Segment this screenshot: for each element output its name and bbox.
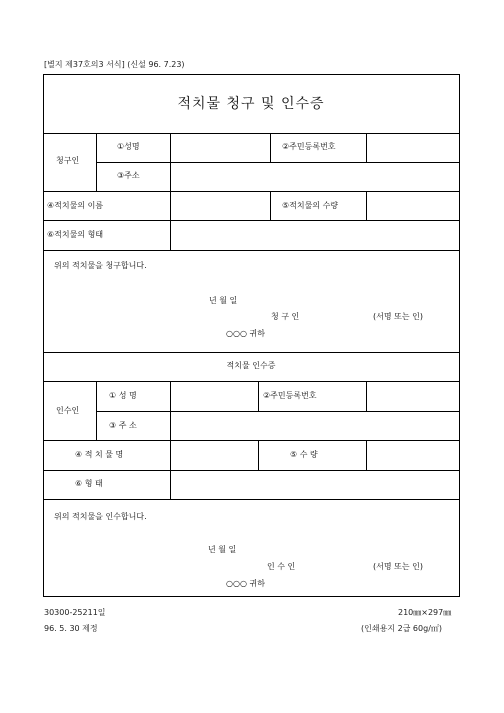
divider [44,440,459,441]
divider [366,381,367,411]
receipt-group-label: 인수인 [56,406,80,415]
claim-item-name-label: ④적치물의 이름 [47,201,104,210]
claim-address-label: ③주소 [117,171,140,180]
divider [258,440,259,470]
divider [366,191,367,220]
claim-quantity-label: ⑤적치물의 수량 [282,201,339,210]
form-title: 적치물 청구 및 인수증 [177,96,325,112]
receipt-date: 년 월 일 [208,545,237,554]
divider [44,250,459,251]
divider [170,133,171,250]
claim-name-label: ①성명 [117,142,140,151]
divider [96,411,459,412]
divider [270,191,271,220]
divider [96,381,97,440]
form-header: [별지 제37호의3 서식] (신설 96. 7.23) [44,60,185,69]
divider [44,220,459,221]
divider [44,470,459,471]
divider [170,381,171,499]
receipt-shape-label: ⑥ 형 태 [75,479,103,488]
claim-signer: 청 구 인 [271,312,300,321]
divider [44,191,459,192]
divider [366,440,367,470]
enacted-date: 96. 5. 30 제정 [44,624,98,633]
receipt-id-label: ②주민등록번호 [263,391,317,400]
claim-statement: 위의 적치물을 청구합니다. [54,261,147,270]
paper-size: 210㎜×297㎜ [398,608,452,617]
receipt-signer: 인 수 인 [267,562,296,571]
claim-date: 년 월 일 [209,296,238,305]
receipt-sign-note: (서명 또는 인) [373,562,423,571]
divider [96,133,97,191]
receipt-name-label: ① 성 명 [109,391,137,400]
divider [44,133,459,134]
claim-addressee: ○○○ 귀하 [226,329,265,338]
receipt-item-name-label: ④ 적 치 물 명 [75,450,124,459]
claim-id-label: ②주민등록번호 [282,142,336,151]
form-code: 30300-25211일 [44,608,106,617]
divider [258,381,259,411]
divider [44,499,459,500]
divider [270,133,271,162]
receipt-address-label: ③ 주 소 [109,421,137,430]
claim-group-label: 청구인 [56,156,80,165]
claim-shape-label: ⑥적치물의 형태 [47,230,104,239]
receipt-addressee: ○○○ 귀하 [226,579,265,588]
divider [96,162,459,163]
divider [44,381,459,382]
receipt-title: 적치물 인수증 [226,361,276,370]
receipt-quantity-label: ⑤ 수 량 [290,450,318,459]
claim-sign-note: (서명 또는 인) [373,312,423,321]
paper-spec: (인쇄용지 2급 60g/㎡) [361,624,443,633]
receipt-statement: 위의 적치물을 인수합니다. [54,512,147,521]
divider [44,352,459,353]
divider [366,133,367,162]
